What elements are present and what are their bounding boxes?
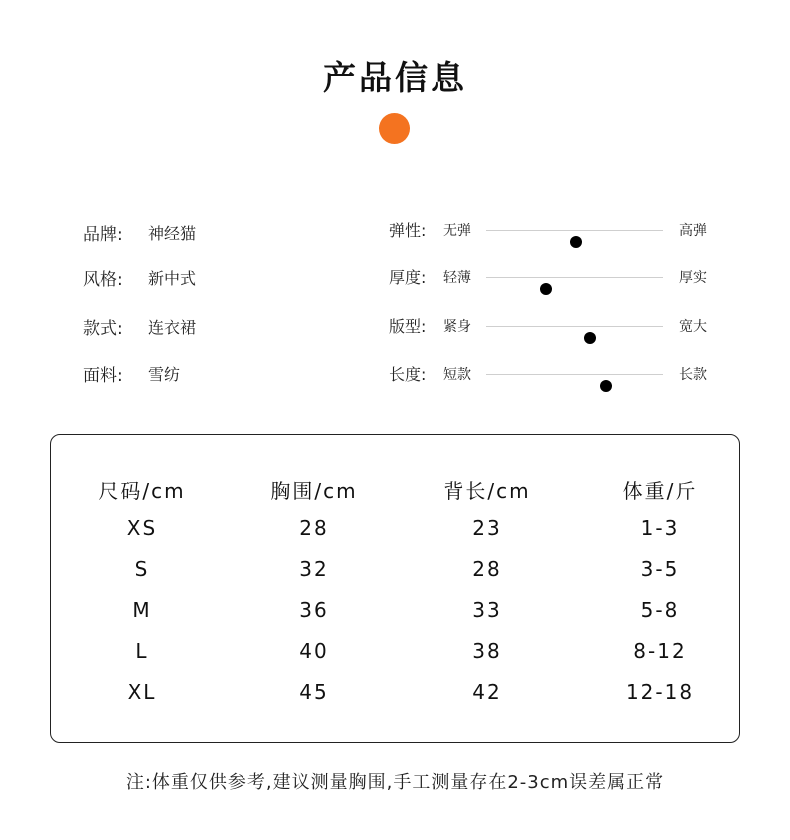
scale-high-label: 长款	[679, 367, 707, 383]
table-cell: 1-3	[640, 516, 680, 540]
table-cell: 23	[472, 516, 502, 540]
scale-track	[486, 326, 663, 327]
attr-label: 款式:	[83, 318, 123, 339]
size-table	[50, 434, 740, 743]
attr-label: 风格:	[83, 269, 123, 290]
table-cell: 12-18	[625, 680, 695, 704]
table-cell: 5-8	[640, 598, 680, 622]
scale-track	[486, 277, 663, 278]
table-cell: 28	[472, 557, 502, 581]
column-header: 背长/cm	[443, 479, 531, 503]
attr-value: 连衣裙	[148, 317, 197, 337]
scale-knob	[600, 380, 612, 392]
table-cell: 32	[299, 557, 329, 581]
scale-high-label: 高弹	[679, 223, 707, 239]
attr-value: 新中式	[148, 268, 197, 288]
attr-label: 面料:	[83, 365, 123, 386]
scale-label: 厚度:	[389, 268, 427, 287]
table-cell: M	[132, 598, 152, 622]
scale-fit	[389, 315, 719, 339]
scale-low-label: 轻薄	[443, 270, 471, 286]
table-cell: 36	[299, 598, 329, 622]
table-cell: 33	[472, 598, 502, 622]
attr-fabric	[83, 361, 180, 385]
table-cell: L	[135, 639, 149, 663]
column-header: 尺码/cm	[98, 479, 186, 503]
attr-value: 雪纺	[148, 364, 181, 384]
attr-value: 神经猫	[148, 223, 197, 243]
table-cell: S	[134, 557, 150, 581]
scale-knob	[540, 283, 552, 295]
attr-label: 品牌:	[83, 224, 123, 245]
scale-knob	[570, 236, 582, 248]
scale-track	[486, 374, 663, 375]
table-cell: XL	[127, 680, 157, 704]
table-cell: 38	[472, 639, 502, 663]
scale-low-label: 无弹	[443, 223, 471, 239]
scale-knob	[584, 332, 596, 344]
attr-style	[83, 265, 196, 289]
table-cell: 45	[299, 680, 329, 704]
table-cell: 42	[472, 680, 502, 704]
scale-low-label: 短款	[443, 367, 471, 383]
scale-high-label: 厚实	[679, 270, 707, 286]
scale-high-label: 宽大	[679, 319, 707, 335]
column-header: 胸围/cm	[270, 479, 358, 503]
scale-track	[486, 230, 663, 231]
table-cell: XS	[126, 516, 158, 540]
scale-label: 长度:	[389, 365, 427, 384]
scale-label: 弹性:	[389, 221, 427, 240]
page-title: 产品信息	[323, 58, 467, 97]
scale-length	[389, 363, 719, 387]
table-cell: 3-5	[640, 557, 680, 581]
table-cell: 8-12	[633, 639, 687, 663]
scale-low-label: 紧身	[443, 319, 471, 335]
accent-dot-icon	[379, 113, 410, 144]
scale-elasticity	[389, 219, 719, 243]
attr-brand	[83, 220, 196, 244]
scale-thickness	[389, 266, 719, 290]
footnote: 注:体重仅供参考,建议测量胸围,手工测量存在2-3cm误差属正常	[125, 772, 665, 793]
table-cell: 28	[299, 516, 329, 540]
attr-type	[83, 314, 196, 338]
column-header: 体重/斤	[622, 479, 698, 503]
table-cell: 40	[299, 639, 329, 663]
scale-label: 版型:	[389, 317, 427, 336]
